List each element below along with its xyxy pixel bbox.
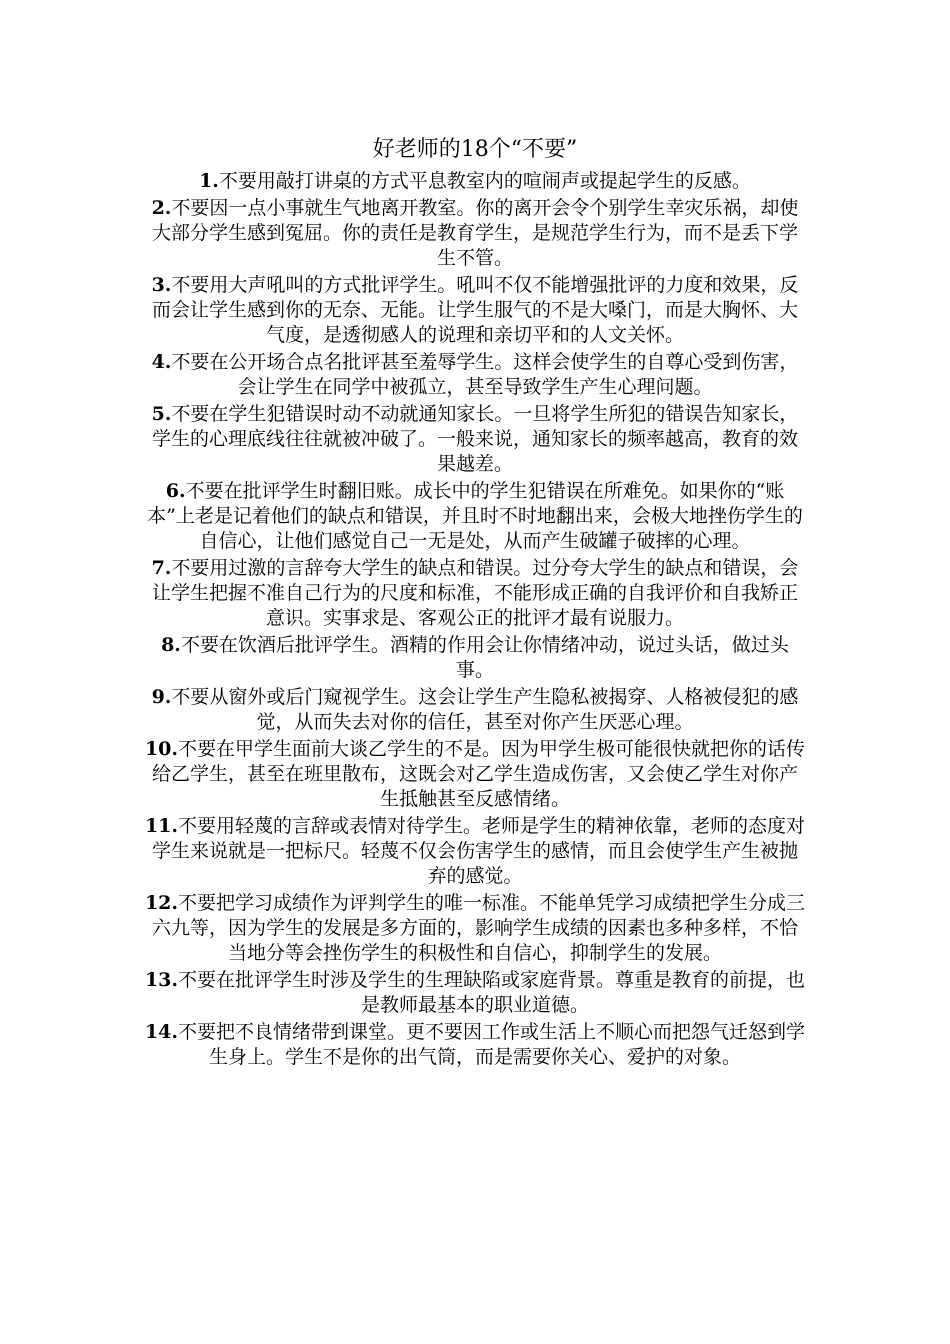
list-item [143, 737, 807, 812]
list-item [143, 891, 807, 966]
item-number: 2. [151, 197, 172, 219]
item-number: 4. [151, 351, 172, 373]
item-number: 10. [144, 738, 179, 760]
list-item [143, 814, 807, 889]
item-text: 不要在公开场合点名批评甚至羞辱学生。这样会使学生的自尊心受到伤害，会让学生在同学中被孤立，甚至导致学生产生心理问题。 [171, 351, 799, 398]
list-item [143, 350, 807, 400]
item-number: 9. [151, 686, 172, 708]
item-text: 不要在学生犯错误时动不动就通知家长。一旦将学生所犯的错误告知家长，学生的心理底线往往就被冲破了。一般来说，通知家长的频率越高，教育的效果越差。 [151, 403, 799, 475]
item-text: 不要用大声吼叫的方式批评学生。吼叫不仅不能增强批评的力度和效果，反而会让学生感到你的无奈、无能。让学生服气的不是大嗓门，而是大胸怀、大气度，是透彻感人的说理和亲切平和的人文关怀。 [151, 274, 799, 346]
list-item [143, 169, 807, 194]
item-text: 不要用敲打讲桌的方式平息教室内的喧闹声或提起学生的反感。 [218, 170, 751, 192]
list-item [143, 633, 807, 683]
item-number: 14. [144, 1021, 179, 1043]
item-text: 不要用过激的言辞夸大学生的缺点和错误。过分夸大学生的缺点和错误，会让学生把握不准自己行为的尺度和标准，不能形成正确的自我评价和自我矫正意识。实事求是、客观公正的批评才最有说服力。 [151, 557, 799, 629]
item-number: 6. [165, 480, 186, 502]
list-item [143, 273, 807, 348]
item-number: 3. [151, 274, 172, 296]
item-text: 不要因一点小事就生气地离开教室。你的离开会令个别学生幸灾乐祸，却使大部分学生感到冤屈。你的责任是教育学生，是规范学生行为，而不是丢下学生不管。 [151, 197, 799, 269]
item-text: 不要把不良情绪带到课堂。更不要因工作或生活上不顺心而把怨气迁怒到学生身上。学生不是你的出气筒，而是需要你关心、爱护的对象。 [178, 1021, 806, 1068]
document-page [143, 130, 807, 1070]
item-text: 不要在饮酒后批评学生。酒精的作用会让你情绪冲动，说过头话，做过头事。 [180, 634, 789, 681]
list-item [143, 685, 807, 735]
item-text: 不要在批评学生时翻旧账。成长中的学生犯错误在所难免。如果你的“账本”上老是记着他们的缺点和错误，并且时不时地翻出来，会极大地挫伤学生的自信心，让他们感觉自己一无是处，从而产生破罐子破摔的心理。 [147, 480, 803, 552]
item-number: 13. [144, 969, 179, 991]
list-item [143, 402, 807, 477]
item-text: 不要在甲学生面前大谈乙学生的不是。因为甲学生极可能很快就把你的话传给乙学生，甚至在班里散布，这既会对乙学生造成伤害，又会使乙学生对你产生抵触甚至反感情绪。 [151, 738, 806, 810]
document-title: 好老师的18个“不要” [372, 137, 578, 162]
list-item [143, 196, 807, 271]
item-text: 不要用轻蔑的言辞或表情对待学生。老师是学生的精神依靠，老师的态度对学生来说就是一把标尺。轻蔑不仅会伤害学生的感情，而且会使学生产生被抛弃的感觉。 [151, 815, 806, 887]
list-item [143, 968, 807, 1018]
list-item [143, 1020, 807, 1070]
item-text: 不要在批评学生时涉及学生的生理缺陷或家庭背景。尊重是教育的前提，也是教师最基本的职业道德。 [178, 969, 806, 1016]
item-number: 11. [144, 815, 179, 837]
item-number: 5. [151, 403, 172, 425]
item-text: 不要从窗外或后门窥视学生。这会让学生产生隐私被揭穿、人格被侵犯的感觉，从而失去对你的信任，甚至对你产生厌恶心理。 [171, 686, 799, 733]
list-item [143, 479, 807, 554]
item-text: 不要把学习成绩作为评判学生的唯一标准。不能单凭学习成绩把学生分成三六九等，因为学生的发展是多方面的，影响学生成绩的因素也多种多样，不恰当地分等会挫伤学生的积极性和自信心，抑制学生的发展。 [151, 892, 806, 964]
item-number: 8. [161, 634, 181, 656]
list-item [143, 556, 807, 631]
item-number: 12. [144, 892, 179, 914]
item-number: 7. [151, 557, 172, 579]
item-number: 1. [199, 170, 219, 192]
